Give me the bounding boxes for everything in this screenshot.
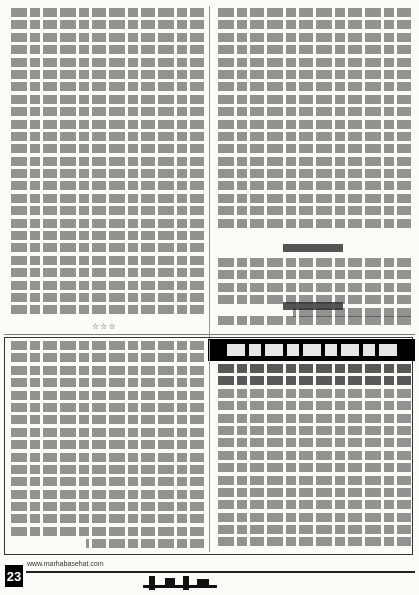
section-rule [4, 334, 415, 335]
website-url: www.marhabasehat.com [27, 561, 104, 568]
subheading-text-shape [283, 302, 343, 310]
magazine-logo [140, 573, 220, 593]
boxed-column-divider [209, 340, 210, 552]
top-right-subheading [215, 244, 411, 255]
section-separator-stars: ☆☆☆ [92, 322, 117, 331]
footer-rule [26, 571, 415, 573]
boxed-left-column [8, 341, 204, 552]
top-right-column-end [215, 316, 411, 332]
boxed-right-column [215, 364, 411, 552]
logo-icon [143, 576, 217, 590]
headline-text-shape [227, 344, 397, 356]
top-right-column [215, 8, 411, 243]
top-left-column [8, 8, 204, 320]
top-right-subheading-2 [215, 302, 411, 313]
article-headline-banner [208, 339, 415, 361]
column-divider [209, 6, 210, 346]
page-number: 23 [5, 565, 23, 587]
subheading-text-shape [283, 244, 343, 252]
